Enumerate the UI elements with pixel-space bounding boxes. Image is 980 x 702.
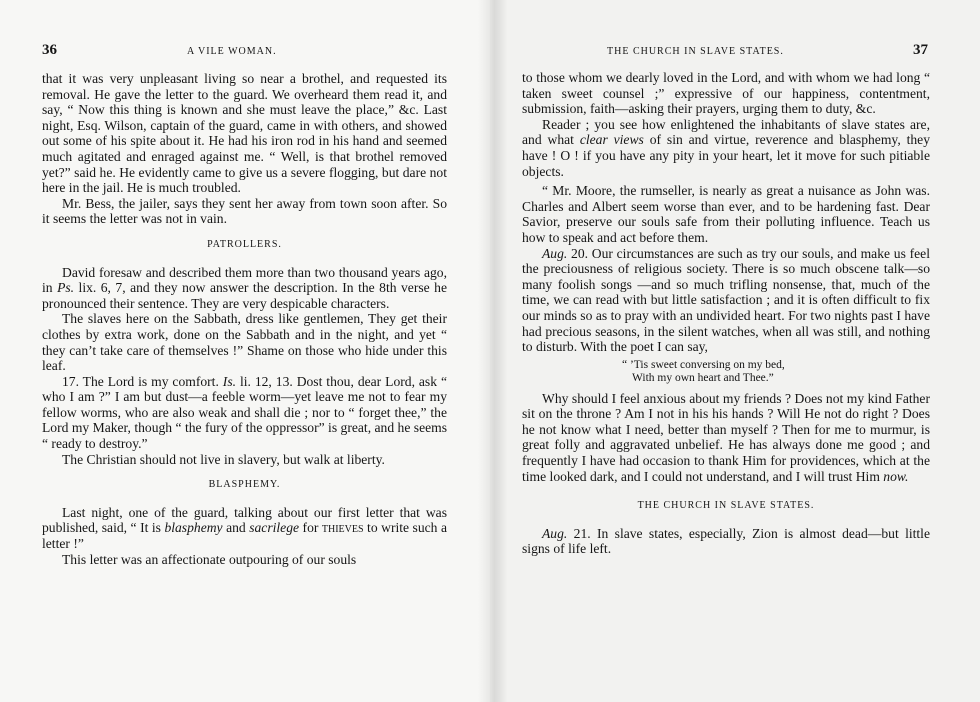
paragraph: to those whom we dearly loved in the Lord, and with whom we had long “ taken sweet counsel ;” expressive of our happiness, contentment, submission, faith—asking their prayers, urging them to duty, &c. [522,70,930,117]
paragraph [42,374,447,452]
text-run: Reader ; you see how enlightened the inhabitants of slave states are, and what [522,116,930,148]
paragraph: “ Mr. Moore, the rumseller, is nearly as great a nuisance as John was. Charles and Albert seem worse than ever, and to be hardening fast. Dear Savior, preserve our souls safe from their polluting influence. Teach us how to speak and act before them. [522,183,930,245]
poem-quote [622,359,930,385]
paragraph: The slaves here on the Sabbath, dress like gentlemen, They get their clothes by extra work, done on the Sabbath and in the night, and yet “ they can’t take care of themselves !” Shame on those who hide under this leaf. [42,311,447,374]
section-heading: THE CHURCH IN SLAVE STATES. [637,500,815,512]
paragraph: This letter was an affectionate outpouring of our souls [62,551,357,567]
date: Aug. [542,525,568,541]
right-page-body [522,70,930,557]
emphasis: clear views [579,132,644,148]
emphasis: blasphemy [164,520,223,536]
scripture-ref: Ps. [57,280,75,296]
paragraph [522,246,930,355]
text-run: Why should I feel anxious about my friends ? Does not my kind Father sit on the throne ? Am I not in his his hands ? Will He not do right ? Does he not know what I need, better than myself ? Then for me to murmur, is great folly and aggravated unbelief. He has always done me good ; and frequently I have had occasion to thank Him for providences, which at the time looked dark, and I could not understand, and I will trust Him [522,390,930,484]
text-run: 21. In slave states, especially, Zion is almost dead—but little signs of life left. [522,525,930,557]
text-run: for [299,520,322,536]
section-heading: PATROLLERS. [207,238,282,250]
poem-line: With my own heart and Thee.” [632,371,774,384]
text-run: Last night, one of the guard, talking about our first letter that was published, said, “ It is [42,504,447,536]
paragraph: Mr. Bess, the jailer, says they sent her away from town soon after. So it seems the letter was not in vain. [42,195,447,227]
text-run: 17. The Lord is my comfort. [62,373,223,389]
paragraph: The Christian should not live in slavery, but walk at liberty. [62,451,385,467]
small-caps-word: thieves [321,520,364,536]
paragraph: that it was very unpleasant living so near a brothel, and requested its removal. He gave the letter to the guard. We overheard them read it, and say, “ Now this thing is known and she must leave the place,” &c. Last night, Esq. Wilson, captain of the guard, came in with others, and showed out some of his spite about it. He had his iron rod in his hand and seemed much agitated and enraged against me. “ Well, is that brothel removed yet?” said he. He evidently came to give us a severe flogging, but dare not here in the jail. He is much troubled. [42,71,447,196]
paragraph [522,391,930,485]
text-run: David foresaw and described them more than two thousand years ago, in [42,264,447,296]
running-head: THE CHURCH IN SLAVE STATES. [607,46,784,57]
section-heading: BLASPHEMY. [208,479,281,491]
running-head: A VILE WOMAN. [187,46,277,57]
text-run: lix. 6, 7, and they now answer the description. In the 8th verse he pronounced their sentence. They are very despicable characters. [42,280,447,311]
text-run: li. 12, 13. Dost thou, dear Lord, ask “ who I am ?” I am but dust—a feeble worm—yet leave me not to fear my fellow worms, who are also weak and shall die ; nor to “ forget thee,” the Lord my Maker, though “ the fury of the oppressor” is great, and he seems “ ready to destroy.” [42,373,447,452]
paragraph [42,265,447,312]
paragraph [522,117,930,179]
text-run: to write such a letter !” [42,520,447,552]
right-page [490,0,980,702]
emphasis: sacrilege [249,520,300,536]
emphasis: now. [883,468,909,484]
page-number: 37 [913,42,928,58]
left-page-body [42,71,447,567]
text-run: 20. Our circumstances are such as try our souls, and make us feel the preciousness of religious society. There is so much obscene talk—so many foolish songs —and so much trifling nonsense, that, much of the time, we can read with but little satisfaction ; and it is often difficult to fix our minds so as to pray with an undivided heart. For two nights past I have had precious seasons, in the silent watches, when all was still, and nothing to disturb. With the poet I can say, [522,245,930,355]
paragraph [522,526,930,557]
book-gutter [478,0,508,702]
text-run: of sin and virtue, reverence and blasphemy, they have ! O ! if you have any pity in your heart, let it move for such pitiable objects. [522,132,931,179]
date: Aug. [542,245,568,261]
poem-line: “ ’Tis sweet conversing on my bed, [622,358,785,371]
page-number: 36 [42,42,57,58]
paragraph [42,505,447,552]
text-run: and [222,520,250,536]
scripture-ref: Is. [222,373,237,389]
